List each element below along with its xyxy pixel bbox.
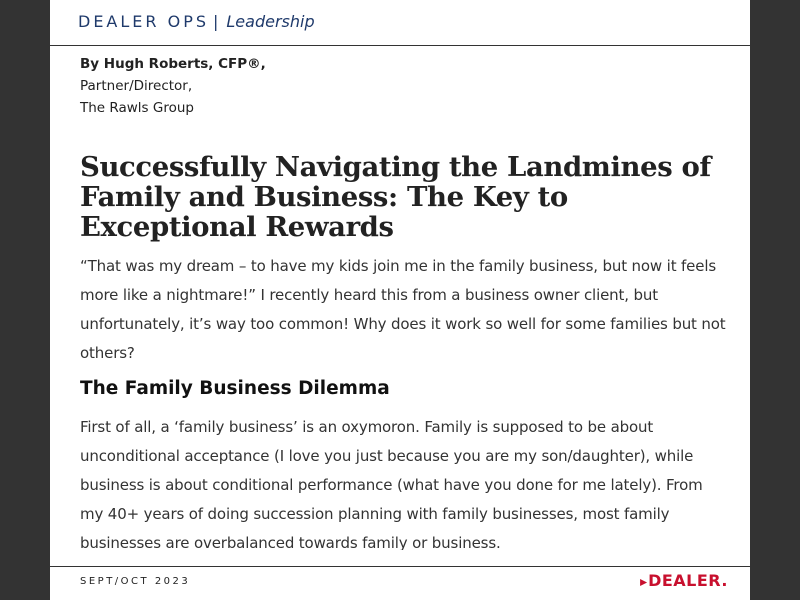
article-title: Successfully Navigating the Landmines of Family and Business: The Key to Exceptional Rewards <box>80 151 711 243</box>
body-paragraph: First of all, a ‘family business’ is an oxymoron. Family is supposed to be about unconditional acceptance (I love you just because you are my son/daughter), while business is about conditional performance (what have you done for me lately). From my 40+ years of doing succession planning with family businesses, most family businesses are overbalanced towards family or business. <box>80 418 703 550</box>
byline <box>80 53 266 119</box>
intro-paragraph: “That was my dream – to have my kids join me in the family business, but now it feels more like a nightmare!” I recently heard this from a business owner client, but unfortunately, it’s way too common! Why does it work so well for some families but not others? <box>80 257 726 362</box>
page-footer <box>50 566 750 600</box>
issue-date: SEPT/OCT 2023 <box>80 576 191 587</box>
section-name: DEALER OPS <box>78 12 209 31</box>
magazine-page <box>50 0 750 600</box>
section-heading: The Family Business Dilemma <box>80 378 390 399</box>
author-name: By Hugh Roberts, CFP®, <box>80 56 266 72</box>
subsection-name: Leadership <box>226 12 315 31</box>
section-separator: | <box>213 12 219 31</box>
dealer-logo <box>640 571 728 590</box>
author-role: Partner/Director, <box>80 78 193 94</box>
section-label <box>78 12 315 31</box>
logo-mark-icon <box>640 579 647 586</box>
author-company: The Rawls Group <box>80 100 194 116</box>
page-header <box>50 0 750 46</box>
logo-text: DEALER. <box>648 571 728 590</box>
